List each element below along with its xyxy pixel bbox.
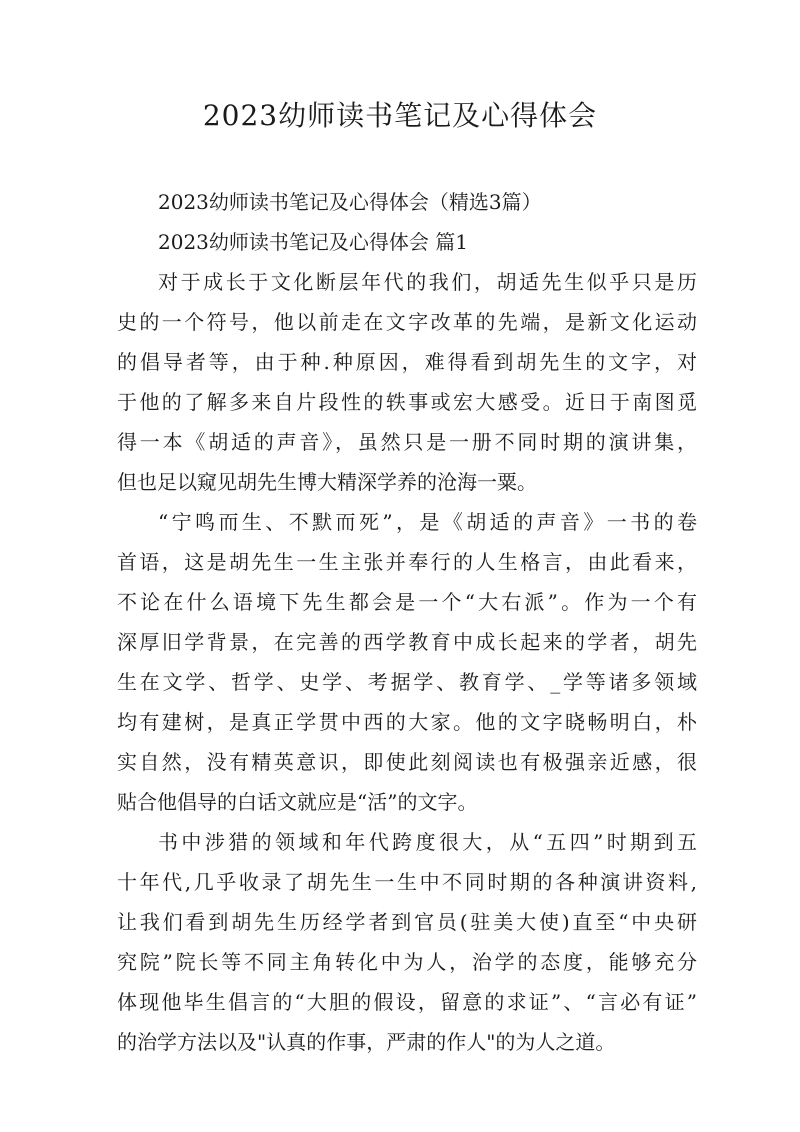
subtitle-line: 2023幼师读书笔记及心得体会（精选3篇） bbox=[158, 190, 542, 214]
paragraph-line: 体现他毕生倡言的“大胆的假设，留意的求证”、“言必有证” bbox=[117, 990, 697, 1014]
paragraph-1 bbox=[117, 262, 697, 502]
paragraph-line: 究院”院长等不同主角转化中为人，治学的态度，能够充分 bbox=[117, 950, 697, 974]
paragraph-line: 不论在什么语境下先生都会是一个“大右派”。作为一个有 bbox=[117, 590, 697, 614]
paragraph-line: “宁鸣而生、不默而死”，是《胡适的声音》一书的卷 bbox=[158, 510, 697, 534]
paragraph-line: 得一本《胡适的声音》，虽然只是一册不同时期的演讲集， bbox=[117, 430, 697, 454]
paragraph-line: 让我们看到胡先生历经学者到官员(驻美大使)直至“中央研 bbox=[117, 910, 697, 934]
paragraph-line: 于他的了解多来自片段性的轶事或宏大感受。近日于南图觅 bbox=[117, 390, 697, 414]
page-title: 2023幼师读书笔记及心得体会 bbox=[202, 99, 598, 132]
document-body bbox=[117, 182, 697, 1062]
paragraph-line: 均有建树，是真正学贯中西的大家。他的文字晓畅明白，朴 bbox=[117, 710, 697, 734]
paragraph-3 bbox=[117, 822, 697, 1062]
paragraph-line: 但也足以窥见胡先生博大精深学养的沧海一粟。 bbox=[117, 470, 537, 494]
paragraph-line: 深厚旧学背景，在完善的西学教育中成长起来的学者，胡先 bbox=[117, 630, 697, 654]
paragraph-line: 实自然，没有精英意识，即使此刻阅读也有极强亲近感，很 bbox=[117, 750, 697, 774]
paragraph-line: 书中涉猎的领域和年代跨度很大，从“五四”时期到五 bbox=[158, 830, 697, 854]
paragraph-line: 对于成长于文化断层年代的我们，胡适先生似乎只是历 bbox=[158, 270, 697, 294]
paragraph-line: 首语，这是胡先生一生主张并奉行的人生格言，由此看来， bbox=[117, 550, 697, 574]
paragraph-line: 史的一个符号，他以前走在文字改革的先端，是新文化运动 bbox=[117, 310, 697, 334]
paragraph-line: 的治学方法以及"认真的作事，严肃的作人"的为人之道。 bbox=[117, 1030, 616, 1054]
paragraph-line: 贴合他倡导的白话文就应是“活”的文字。 bbox=[117, 790, 478, 814]
paragraph-line: 生在文学、哲学、史学、考据学、教育学、_学等诸多领域 bbox=[117, 670, 697, 694]
paragraph-line: 十年代,几乎收录了胡先生一生中不同时期的各种演讲资料, bbox=[117, 870, 697, 894]
section-heading: 2023幼师读书笔记及心得体会 篇1 bbox=[158, 230, 468, 254]
paragraph-2 bbox=[117, 502, 697, 822]
paragraph-line: 的倡导者等，由于种.种原因，难得看到胡先生的文字，对 bbox=[117, 350, 697, 374]
